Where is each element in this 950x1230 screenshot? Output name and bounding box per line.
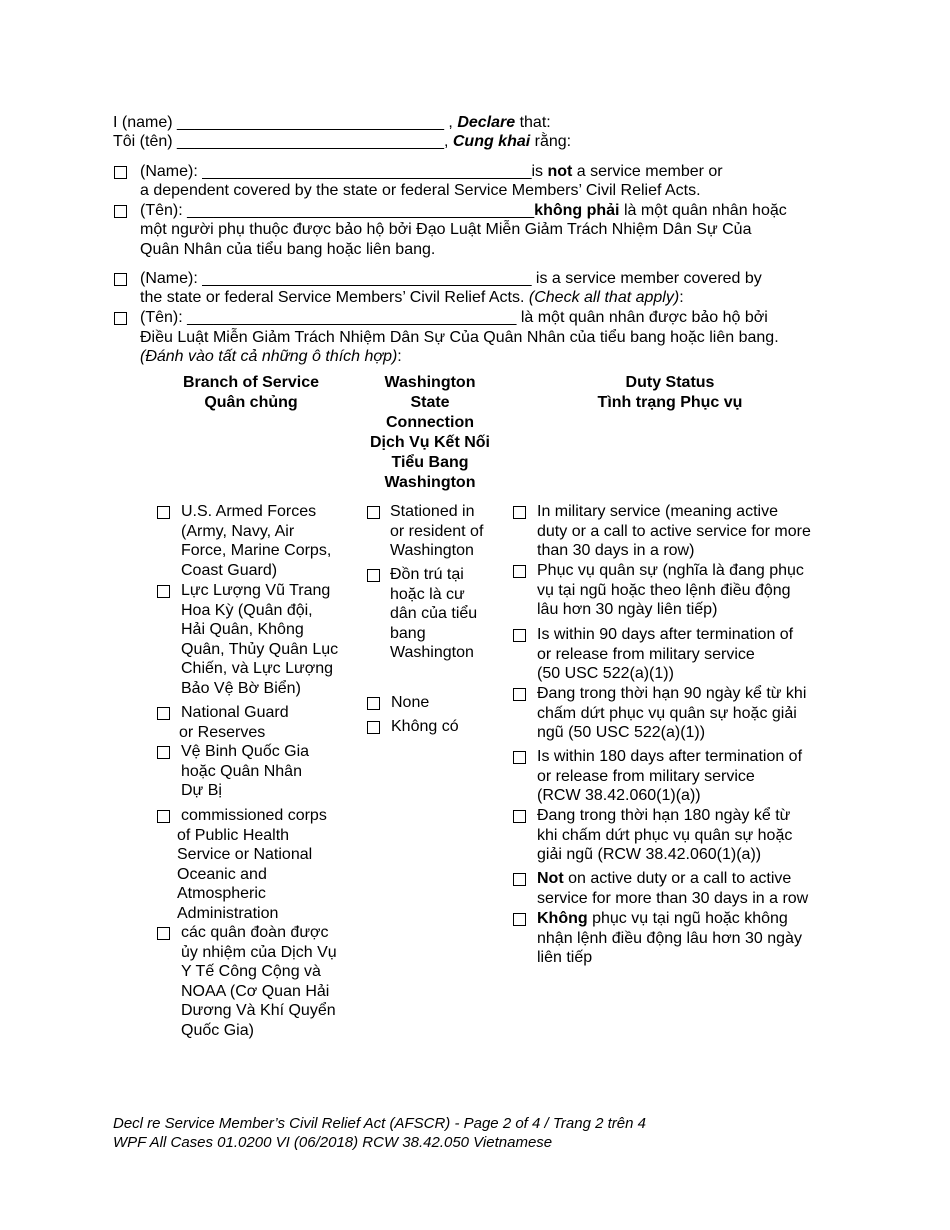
corps-en-line: Service or National	[177, 846, 313, 864]
within-180-days-label-vi	[537, 806, 792, 865]
service-member-checkbox-vi[interactable]	[114, 312, 127, 325]
guard-vi-line: Vệ Binh Quốc Gia	[181, 743, 310, 760]
option1-vi-line2: một người phụ thuộc được bảo hộ bởi Đạo Luật Miễn Giảm Trách Nhiệm Dân Sự Của	[140, 221, 752, 238]
footer-page-info: Decl re Service Member’s Civil Relief Act (AFSCR) - Page 2 of 4 / Trang 2 trên 4	[113, 1115, 646, 1132]
option2-vi-line3-italic: (Đánh vào tất cả những ô thích hợp)	[140, 348, 398, 365]
active-vi-line: lâu hơn 30 ngày liên tiếp)	[537, 601, 718, 619]
option1-vi-bold: không phải	[534, 202, 620, 219]
option2-en-line2-plain: the state or federal Service Members’ Civil Relief Acts.	[140, 289, 529, 306]
armed-vi-line: Lực Lượng Vũ Trang	[181, 582, 331, 599]
service-member-checkbox-en[interactable]	[114, 273, 127, 286]
not-active-vi-rest: phục vụ tại ngũ hoặc không	[587, 910, 788, 927]
not-active-checkbox-en[interactable]	[513, 873, 526, 886]
branch-header-vi: Quân chủng	[204, 394, 298, 411]
d180-vi-line: Đang trong thời hạn 180 ngày kể từ	[537, 807, 791, 824]
branch-header-en: Branch of Service	[182, 374, 320, 391]
within-180-days-checkbox-en[interactable]	[513, 751, 526, 764]
corps-vi-line: NOAA (Cơ Quan Hải	[181, 982, 330, 1000]
d180-en-line: or release from military service	[537, 767, 755, 785]
stationed-washington-checkbox-en[interactable]	[367, 506, 380, 519]
branch-header	[160, 373, 342, 413]
option2-line2	[140, 288, 684, 308]
none-label-vi: Không có	[391, 718, 459, 735]
commissioned-corps-checkbox-vi[interactable]	[157, 927, 170, 940]
active-en-line: duty or a call to active service for more	[537, 522, 811, 540]
footer-form-id: WPF All Cases 01.0200 VI (06/2018) RCW 38.42.050 Vietnamese	[113, 1134, 553, 1151]
armed-vi-line: Quân, Thủy Quân Lục	[181, 640, 339, 658]
not-service-member-checkbox-en[interactable]	[114, 166, 127, 179]
commissioned-corps-checkbox-en[interactable]	[157, 810, 170, 823]
none-checkbox-en[interactable]	[367, 697, 380, 710]
stationed-vi-line: Đồn trú tại	[390, 566, 464, 583]
d180-vi-line: khi chấm dứt phục vụ quân sự hoặc	[537, 826, 793, 844]
within-180-days-label-en	[537, 747, 802, 806]
none-checkbox-vi[interactable]	[367, 721, 380, 734]
national-guard-checkbox-vi[interactable]	[157, 746, 170, 759]
active-service-label-vi	[537, 561, 804, 620]
guard-en-line: or Reserves	[179, 723, 266, 741]
commissioned-corps-label-en	[177, 806, 327, 924]
corps-en-line: Atmospheric	[177, 885, 266, 903]
d180-vi-line: giải ngũ (RCW 38.42.060(1)(a))	[537, 846, 762, 864]
option2-vi-line2: Điều Luật Miễn Giảm Trách Nhiệm Dân Sự Của Quân Nhân của tiểu bang hoặc liên bang.	[140, 329, 779, 346]
within-90-days-label-vi	[537, 684, 806, 743]
option2-vi-line3	[140, 347, 402, 367]
declare-en-suffix: that:	[515, 114, 551, 131]
d90-en-line: or release from military service	[537, 645, 755, 663]
none-label-en: None	[391, 694, 430, 711]
stationed-vi-line: hoặc là cư	[390, 585, 465, 603]
declare-line-vi	[113, 132, 571, 152]
stationed-vi-line: dân của tiểu	[390, 605, 478, 623]
stationed-en-line: or resident of	[390, 522, 484, 540]
guard-vi-line: Dự Bị	[181, 782, 222, 800]
declare-en-bold: Declare	[457, 114, 516, 131]
stationed-vi-line: bang	[390, 624, 426, 642]
declare-vi-prefix: Tôi (tên) ______________________________,	[113, 133, 453, 150]
d90-vi-line: chấm dứt phục vụ quân sự hoặc giải	[537, 704, 797, 722]
not-active-en-line2: service for more than 30 days in a row	[537, 889, 809, 907]
national-guard-label-vi	[181, 742, 309, 801]
active-vi-line: vụ tại ngũ hoặc theo lệnh điều động	[537, 581, 791, 599]
option2-en-rest: is a service member covered by	[531, 270, 762, 287]
corps-vi-line: Y Tế Công Cộng và	[181, 963, 321, 981]
option2-en-label: (Name):	[140, 270, 198, 287]
within-180-days-checkbox-vi[interactable]	[513, 810, 526, 823]
not-active-en-rest: on active duty or a call to active	[563, 870, 792, 887]
option2-en-name-field[interactable]: _____________________________________	[202, 270, 532, 287]
armed-forces-label-en	[181, 502, 331, 580]
option2-vi-name-field[interactable]: _____________________________________	[187, 309, 517, 326]
option2-vi-rest: là một quân nhân được bảo hộ bởi	[516, 309, 768, 326]
d90-vi-line: Đang trong thời hạn 90 ngày kể từ khi	[537, 685, 807, 702]
armed-forces-checkbox-en[interactable]	[157, 506, 170, 519]
option2-line1	[140, 269, 762, 289]
option1-vi-rest: là một quân nhân hoặc	[619, 202, 787, 219]
corps-en-line: Oceanic and	[177, 865, 267, 883]
d90-en-line: (50 USC 522(a)(1))	[537, 665, 674, 683]
option2-vi-label: (Tên):	[140, 309, 183, 326]
option1-en-name-field[interactable]: _____________________________________	[202, 163, 532, 180]
stationed-en-line: Washington	[390, 542, 474, 560]
wa-header-5: Tiểu Bang	[391, 454, 469, 471]
corps-en-line: Administration	[177, 904, 279, 922]
option1-en-label: (Name):	[140, 163, 198, 180]
option1-en-rest: a service member or	[572, 163, 723, 180]
not-active-vi-line3: liên tiếp	[537, 949, 593, 967]
corps-vi-line: ủy nhiệm của Dịch Vụ	[181, 943, 337, 961]
corps-en-line: commissioned corps	[181, 807, 327, 824]
declare-vi-suffix: rằng:	[530, 133, 572, 150]
declare-vi-bold: Cung khai	[452, 133, 531, 150]
option2-vi-line3-end: :	[397, 348, 402, 365]
d90-en-line: Is within 90 days after termination of	[537, 626, 794, 643]
armed-en-line: Coast Guard)	[181, 561, 278, 579]
stationed-washington-checkbox-vi[interactable]	[367, 569, 380, 582]
d90-vi-line: ngũ (50 USC 522(a)(1))	[537, 724, 706, 742]
option2-en-line2-end: :	[679, 289, 684, 306]
active-service-checkbox-en[interactable]	[513, 506, 526, 519]
duty-header	[560, 373, 780, 413]
not-active-label-en	[537, 869, 808, 908]
armed-vi-line: Hải Quân, Không	[181, 621, 304, 639]
stationed-washington-label-en	[390, 502, 483, 561]
d180-en-line: Is within 180 days after termination of	[537, 748, 803, 765]
not-active-label-vi	[537, 909, 802, 968]
guard-en-line: National Guard	[181, 704, 289, 721]
corps-vi-line: Dương Và Khí Quyển	[181, 1002, 336, 1020]
option1-en-line2: a dependent covered by the state or federal Service Members’ Civil Relief Acts.	[140, 182, 701, 199]
option1-vi-line3: Quân Nhân của tiểu bang hoặc liên bang.	[140, 241, 436, 258]
within-90-days-checkbox-en[interactable]	[513, 629, 526, 642]
not-active-en-bold: Not	[537, 870, 564, 887]
active-service-checkbox-vi[interactable]	[513, 565, 526, 578]
armed-vi-line: Chiến, và Lực Lượng	[181, 660, 333, 678]
wa-header-2: State	[410, 394, 450, 411]
national-guard-checkbox-en[interactable]	[157, 707, 170, 720]
not-active-vi-bold: Không	[537, 910, 588, 927]
duty-header-en: Duty Status	[625, 374, 715, 391]
stationed-washington-label-vi	[390, 565, 477, 663]
armed-en-line: U.S. Armed Forces	[181, 503, 317, 520]
wa-header-4: Dịch Vụ Kết Nối	[369, 434, 490, 451]
wa-header-1: Washington	[384, 374, 476, 391]
armed-en-line: (Army, Navy, Air	[181, 522, 295, 540]
within-90-days-checkbox-vi[interactable]	[513, 688, 526, 701]
armed-vi-line: Hoa Kỳ (Quân đội,	[181, 601, 313, 619]
corps-vi-line: các quân đoàn được	[181, 924, 329, 941]
wa-header-6: Washington	[384, 474, 476, 491]
not-active-vi-line1	[537, 909, 802, 929]
washington-header	[360, 373, 500, 493]
declare-line-en	[113, 113, 551, 133]
option1-vi-line1	[140, 201, 787, 221]
national-guard-label-en	[181, 703, 289, 742]
armed-vi-line: Bảo Vệ Bờ Biển)	[181, 679, 301, 697]
d180-en-line: (RCW 38.42.060(1)(a))	[537, 787, 701, 805]
option1-vi-name-field[interactable]: _______________________________________	[187, 202, 535, 219]
not-active-vi-line2: nhận lệnh điều động lâu hơn 30 ngày	[537, 929, 802, 947]
option1-line1	[140, 162, 723, 182]
option1-en-is: is	[531, 163, 548, 180]
commissioned-corps-label-vi	[181, 923, 337, 1041]
stationed-vi-line: Washington	[390, 644, 474, 662]
option1-en-not: not	[547, 163, 573, 180]
active-en-line: In military service (meaning active	[537, 503, 778, 520]
not-active-en-line1	[537, 869, 808, 889]
not-active-checkbox-vi[interactable]	[513, 913, 526, 926]
active-service-label-en	[537, 502, 811, 561]
within-90-days-label-en	[537, 625, 793, 684]
armed-forces-label-vi	[181, 581, 338, 699]
corps-vi-line: Quốc Gia)	[181, 1021, 254, 1039]
armed-forces-checkbox-vi[interactable]	[157, 585, 170, 598]
option2-vi-line1	[140, 308, 768, 328]
option2-en-line2-italic: (Check all that apply)	[528, 289, 680, 306]
active-en-line: than 30 days in a row)	[537, 542, 695, 560]
declare-en-prefix: I (name) ______________________________ ,	[113, 114, 458, 131]
guard-vi-line: hoặc Quân Nhân	[181, 762, 302, 780]
duty-header-vi: Tình trạng Phục vụ	[597, 394, 743, 411]
armed-en-line: Force, Marine Corps,	[181, 542, 332, 560]
wa-header-3: Connection	[386, 414, 474, 431]
option1-vi-label: (Tên):	[140, 202, 183, 219]
stationed-en-line: Stationed in	[390, 503, 475, 520]
active-vi-line: Phục vụ quân sự (nghĩa là đang phục	[537, 562, 804, 579]
not-service-member-checkbox-vi[interactable]	[114, 205, 127, 218]
corps-en-line: of Public Health	[177, 826, 290, 844]
